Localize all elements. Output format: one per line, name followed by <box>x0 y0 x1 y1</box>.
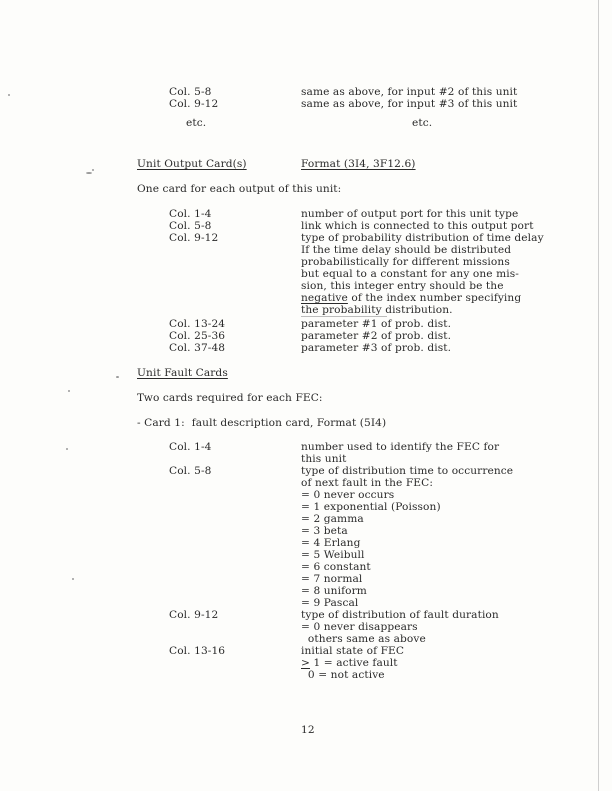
scan-speck <box>72 578 74 580</box>
col-label: Col. 9-12 <box>169 98 219 110</box>
col-label: Col. 13-24 <box>169 318 226 330</box>
section-heading-fault: Unit Fault Cards <box>137 367 228 379</box>
card1-heading: - Card 1: fault description card, Format (5I4) <box>137 417 387 429</box>
page-number: 12 <box>301 724 315 736</box>
col-description: parameter #3 of prob. dist. <box>301 342 452 354</box>
col-label: Col. 5-8 <box>169 465 212 477</box>
dist-option: = 9 Pascal <box>301 597 359 609</box>
emphasis-negative: negative <box>301 292 348 304</box>
col-description-line: number used to identify the FEC for <box>301 441 500 453</box>
dist-option: = 5 Weibull <box>301 549 365 561</box>
col-description: link which is connected to this output port <box>301 220 534 232</box>
col-description-line: 0 = not active <box>301 669 385 681</box>
col-description-line: sion, this integer entry should be the <box>301 280 504 292</box>
col-label: Col. 37-48 <box>169 342 226 354</box>
scan-speck <box>66 448 68 450</box>
col-description-line: type of distribution of fault duration <box>301 609 499 621</box>
scan-speck <box>68 390 70 392</box>
col-description-line: If the time delay should be distributed <box>301 244 512 256</box>
dist-option: = 1 exponential (Poisson) <box>301 501 441 513</box>
scan-speck <box>92 169 94 171</box>
col-description-line: the probability distribution. <box>301 304 453 316</box>
dist-option: = 6 constant <box>301 561 371 573</box>
fault-intro: Two cards required for each FEC: <box>137 392 323 404</box>
col-description-line <box>301 657 398 669</box>
col-description: number of output port for this unit type <box>301 208 519 220</box>
col-label: Col. 5-8 <box>169 86 212 98</box>
col-description-line: initial state of FEC <box>301 645 405 657</box>
scan-speck <box>86 172 92 174</box>
etc-text: etc. <box>412 117 433 129</box>
active-state-text: 1 = active fault <box>309 657 398 669</box>
col-label: Col. 1-4 <box>169 208 212 220</box>
col-description-line: = 0 never disappears <box>301 621 418 633</box>
col-description-line: probabilistically for different missions <box>301 256 510 268</box>
scan-speck <box>8 94 10 96</box>
col-description: same as above, for input #3 of this unit <box>301 98 518 110</box>
dist-option: = 8 uniform <box>301 585 367 597</box>
col-description: same as above, for input #2 of this unit <box>301 86 518 98</box>
dist-option: = 0 never occurs <box>301 489 395 501</box>
greater-equal-symbol: > <box>301 657 310 669</box>
etc-text: etc. <box>186 117 207 129</box>
col-label: Col. 9-12 <box>169 609 219 621</box>
col-description: parameter #1 of prob. dist. <box>301 318 452 330</box>
col-label: Col. 1-4 <box>169 441 212 453</box>
dist-option: = 4 Erlang <box>301 537 361 549</box>
col-description: parameter #2 of prob. dist. <box>301 330 452 342</box>
output-intro: One card for each output of this unit: <box>137 183 342 195</box>
scan-speck <box>116 376 119 378</box>
col-label: Col. 13-16 <box>169 645 226 657</box>
col-description-line: type of probability distribution of time delay <box>301 232 544 244</box>
col-description-line: of next fault in the FEC: <box>301 477 433 489</box>
col-description-line <box>301 292 521 304</box>
col-description-line: type of distribution time to occurrence <box>301 465 514 477</box>
col-label: Col. 25-36 <box>169 330 226 342</box>
output-format: Format (3I4, 3F12.6) <box>301 158 416 170</box>
dist-option: = 2 gamma <box>301 513 364 525</box>
col-description-line: this unit <box>301 453 347 465</box>
col-description-line: but equal to a constant for any one mis- <box>301 268 519 280</box>
scan-edge-line <box>598 0 599 791</box>
col-label: Col. 5-8 <box>169 220 212 232</box>
col-label: Col. 9-12 <box>169 232 219 244</box>
dist-option: = 7 normal <box>301 573 363 585</box>
negative-rest: of the index number specifying <box>347 292 522 304</box>
section-heading-output: Unit Output Card(s) <box>137 158 247 170</box>
col-description-line: others same as above <box>301 633 426 645</box>
pen-underline <box>301 316 387 317</box>
dist-option: = 3 beta <box>301 525 348 537</box>
